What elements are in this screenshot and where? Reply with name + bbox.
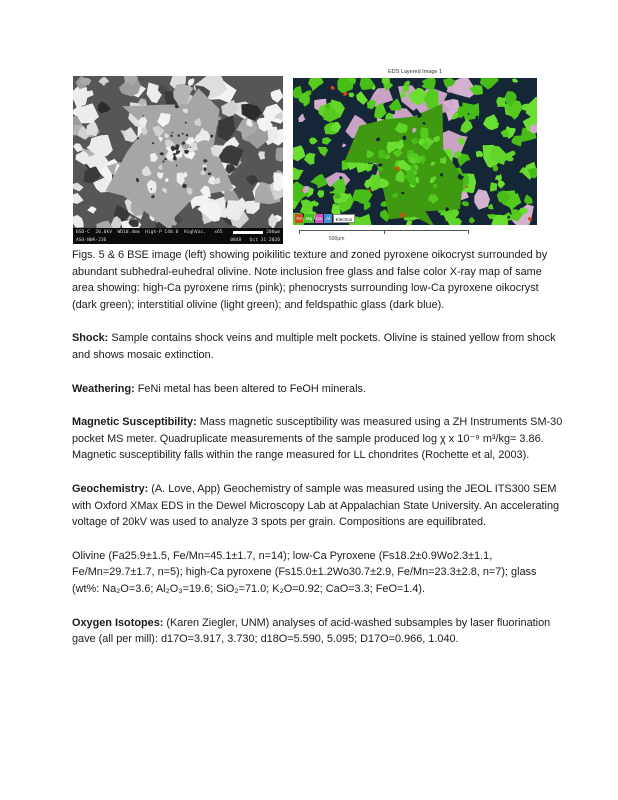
magnetic-susceptibility-text: Mass magnetic susceptibility was measured using a ZH Instruments SM-30 pocket MS meter. Quadruplicate measurements of the sample produced log χ x 10⁻⁹ m³/kg= 3.86. Magnetic susceptibility falls within the range measured for LL chondrites (Rochette et al, 2003). (72, 416, 563, 462)
shock-label: Shock: (72, 332, 109, 345)
weathering-paragraph (72, 381, 564, 398)
figure-caption (72, 247, 564, 313)
mineral-compositions-text: Olivine (Fa25.9±1.5, Fe/Mn=45.1±1.7, n=14); low-Ca Pyroxene (Fs18.2±0.9Wo2.3±1.1, Fe/Mn=29.7±1.7, n=5); high-Ca pyroxene (Fs15.0±1.2Wo30.7±2.9, Fe/Mn=23.3±2.8, n=7); glass (wt%: Na₂O=3.6; Al₂O₃=19.6; SiO₂=71.0; K₂O=0.92; CaO=3.3; FeO=1.4). (72, 549, 537, 595)
bse-instrument-settings: BSD-C 20.0kV WD10.4mm High-P C40.0 HighVac. x65 (76, 229, 223, 235)
oxygen-isotopes-paragraph (72, 615, 564, 648)
bse-sample-id: ASU-NWA-236 (76, 237, 107, 243)
geochemistry-text: (A. Love, App) Geochemistry of sample was measured using the JEOL ITS300 SEM with Oxford XMax EDS in the Dewel Microscopy Lab at Appalachian State University. An accelerating voltage of 20kV was used to analyze 3 spots per grain. Compositions are equilibrated. (72, 482, 560, 529)
legend-chip-ca: Ca (316, 216, 322, 221)
eds-scale-label: 500μm (329, 236, 345, 242)
bse-scale-bar (233, 231, 263, 234)
bse-figure (73, 76, 283, 244)
weathering-label: Weathering: (72, 382, 135, 395)
geochemistry-label: Geochemistry: (72, 482, 149, 495)
legend-chip-al: Al (326, 216, 331, 221)
oxygen-isotopes-text: (Karen Ziegler, UNM) analyses of acid-washed subsamples by laser fluorination gave (all per mill): d17O=3.917, 3.730; d18O=5.590, 5.095; D17O=0.966, 1.040. (72, 616, 551, 646)
legend-chip-electron: Electron (333, 214, 355, 223)
weathering-text: FeNi metal has been altered to FeOH minerals. (134, 382, 366, 395)
shock-text: Sample contains shock veins and multiple melt pockets. Olivine is stained yellow from shock and shows mosaic extinction. (72, 332, 556, 361)
ruler-tick (384, 230, 385, 234)
bse-timestamp: 0848 Oct 31 2020 (230, 237, 280, 243)
bse-scale-label: 200μm (266, 229, 280, 235)
eds-xray-map-image (293, 78, 537, 225)
eds-figure (293, 66, 537, 242)
eds-figure-title: EDS Layered Image 1 (387, 69, 443, 75)
eds-map-wrapper (293, 78, 537, 225)
bse-status-bar (73, 228, 283, 244)
caption-text: Figs. 5 & 6 BSE image (left) showing poikilitic texture and zoned pyroxene oikocryst surrounded by abundant subhedral-euhedral olivine. Note inclusion free glass and false color X-ray map of same area showing: high-Ca pyroxene rims (pink); phenocrysts surrounding low-Ca pyroxene oikocryst (dark green); interstitial olivine (light green); and feldspathic glass (dark blue). (72, 249, 548, 311)
document-text (72, 247, 564, 665)
eds-scale-ruler (299, 230, 469, 235)
geochemistry-paragraph (72, 481, 564, 531)
ruler-tick (468, 230, 469, 234)
magnetic-susceptibility-label: Magnetic Susceptibility: (72, 416, 197, 429)
ruler-tick (299, 230, 300, 234)
oxygen-isotopes-label: Oxygen Isotopes: (72, 616, 164, 629)
eds-element-legend (295, 214, 355, 223)
bse-micrograph-image (73, 76, 283, 228)
shock-paragraph (72, 330, 564, 363)
mineral-compositions-paragraph (72, 548, 564, 598)
legend-chip-mg: Mg (305, 216, 313, 221)
legend-chip-fe: Fe (296, 216, 302, 221)
magnetic-susceptibility-paragraph (72, 414, 564, 464)
